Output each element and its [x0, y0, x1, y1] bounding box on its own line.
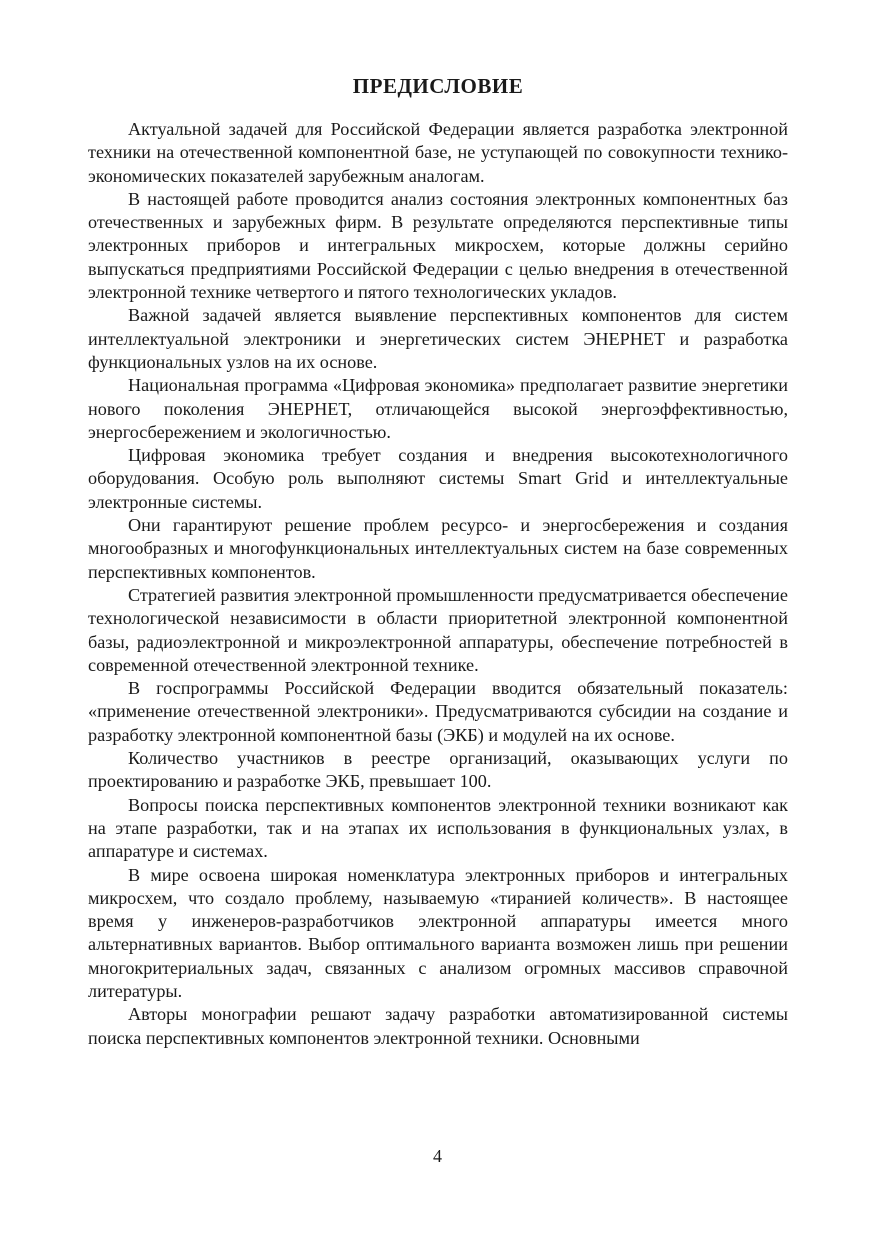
- paragraph-6: Они гарантируют решение проблем ресурсо- и энергосбережения и создания многообразных и многофункциональных интеллектуальных систем на базе современных перспективных компонентов.: [88, 515, 788, 582]
- paragraph-5: Цифровая экономика требует создания и внедрения высокотехнологичного оборудования. Особую роль выполняют системы Smart Grid и интеллектуальные электронные системы.: [88, 445, 788, 512]
- paragraph-3: Важной задачей является выявление перспективных компонентов для систем интеллектуальной электроники и энергетических систем ЭНЕРНЕТ и разработка функциональных узлов на их основе.: [88, 305, 788, 372]
- page-number: 4: [433, 1146, 442, 1166]
- paragraph-9: Количество участников в реестре организаций, оказывающих услуги по проектированию и разработке ЭКБ, превышает 100.: [88, 748, 788, 792]
- paragraph-1: Актуальной задачей для Российской Федерации является разработка электронной техники на отечественной компонентной базе, не уступающей по совокупности технико-экономических показателей зарубежным аналогам.: [88, 119, 788, 186]
- paragraph-12: Авторы монографии решают задачу разработки автоматизированной системы поиска перспективных компонентов электронной техники. Основными: [88, 1004, 788, 1048]
- paragraph-4: Национальная программа «Цифровая экономика» предполагает развитие энергетики нового поколения ЭНЕРНЕТ, отличающейся высокой энергоэффективностью, энергосбережением и экологичностью.: [88, 375, 788, 442]
- document-page: [88, 72, 788, 1050]
- paragraph-11: В мире освоена широкая номенклатура электронных приборов и интегральных микросхем, что создало проблему, называемую «тиранией количеств». В настоящее время у инженеров-разработчиков электронной аппаратуры имеется много альтернативных вариантов. Выбор оптимального варианта возможен лишь при решении многокритериальных задач, связанных с анализом огромных массивов справочной литературы.: [88, 864, 788, 1001]
- page-title: ПРЕДИСЛОВИЕ: [352, 74, 524, 98]
- paragraph-10: Вопросы поиска перспективных компонентов электронной техники возникают как на этапе разработки, так и на этапах их использования в функциональных узлах, в аппаратуре и системах.: [88, 794, 788, 862]
- paragraph-7: Стратегией развития электронной промышленности предусматривается обеспечение технологической независимости в области приоритетной электронной компонентной базы, радиоэлектронной и микроэлектронной аппаратуры, обеспечение потребностей в современной отечественной электронной технике.: [88, 584, 788, 675]
- paragraph-8: В госпрограммы Российской Федерации вводится обязательный показатель: «применение отечественной электроники». Предусматриваются субсидии на создание и разработку электронной компонентной базы (ЭКБ) и модулей на их основе.: [88, 678, 788, 745]
- paragraph-2: В настоящей работе проводится анализ состояния электронных компонентных баз отечественных и зарубежных фирм. В результате определяются перспективные типы электронных приборов и интегральных микросхем, которые должны серийно выпускаться предприятиями Российской Федерации с целью внедрения в отечественной электронной технике четвертого и пятого технологических укладов.: [88, 188, 788, 303]
